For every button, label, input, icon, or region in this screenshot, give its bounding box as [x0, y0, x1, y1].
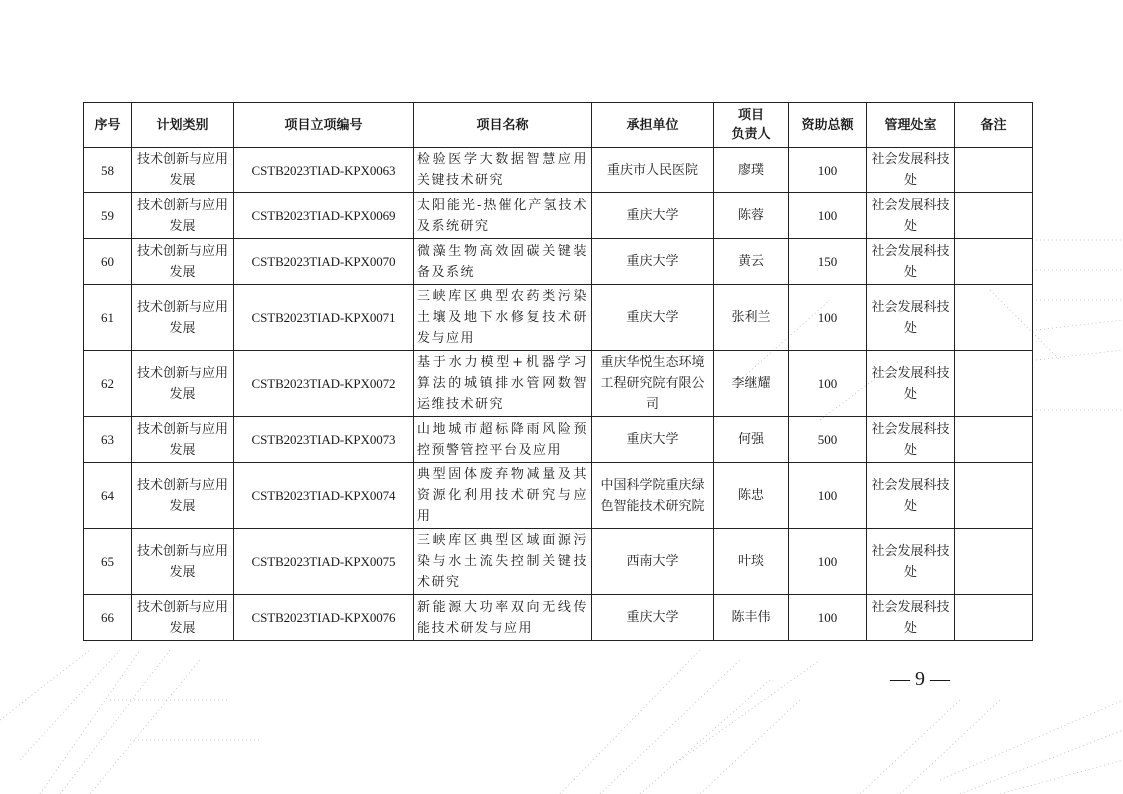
cell-name: 基于水力模型+机器学习算法的城镇排水管网数智运维技术研究	[414, 351, 592, 417]
cell-note	[955, 463, 1033, 529]
cell-seq: 66	[84, 595, 132, 641]
cell-name: 三峡库区典型农药类污染土壤及地下水修复技术研发与应用	[414, 285, 592, 351]
cell-code: CSTB2023TIAD-KPX0075	[234, 529, 414, 595]
cell-seq: 63	[84, 417, 132, 463]
cell-leader: 李继耀	[714, 351, 789, 417]
cell-note	[955, 351, 1033, 417]
header-leader: 项目 负责人	[714, 103, 789, 148]
header-dept: 管理处室	[867, 103, 955, 148]
cell-dept: 社会发展科技处	[867, 595, 955, 641]
cell-unit: 重庆大学	[592, 193, 714, 239]
cell-name: 典型固体废弃物减量及其资源化利用技术研究与应用	[414, 463, 592, 529]
header-code: 项目立项编号	[234, 103, 414, 148]
table-header-row	[84, 103, 1033, 148]
cell-unit: 重庆大学	[592, 285, 714, 351]
cell-code: CSTB2023TIAD-KPX0069	[234, 193, 414, 239]
cell-unit: 中国科学院重庆绿色智能技术研究院	[592, 463, 714, 529]
cell-name: 三峡库区典型区域面源污染与水土流失控制关键技术研究	[414, 529, 592, 595]
cell-unit: 重庆大学	[592, 595, 714, 641]
cell-unit: 重庆大学	[592, 239, 714, 285]
header-amount: 资助总额	[789, 103, 867, 148]
cell-category: 技术创新与应用发展	[132, 239, 234, 285]
cell-category: 技术创新与应用发展	[132, 463, 234, 529]
cell-leader: 陈蓉	[714, 193, 789, 239]
cell-leader: 陈忠	[714, 463, 789, 529]
cell-name: 微藻生物高效固碳关键装备及系统	[414, 239, 592, 285]
cell-name: 检验医学大数据智慧应用关键技术研究	[414, 148, 592, 193]
cell-category: 技术创新与应用发展	[132, 595, 234, 641]
header-seq: 序号	[84, 103, 132, 148]
cell-dept: 社会发展科技处	[867, 239, 955, 285]
cell-seq: 64	[84, 463, 132, 529]
cell-dept: 社会发展科技处	[867, 351, 955, 417]
cell-code: CSTB2023TIAD-KPX0076	[234, 595, 414, 641]
cell-category: 技术创新与应用发展	[132, 148, 234, 193]
cell-amount: 100	[789, 463, 867, 529]
cell-category: 技术创新与应用发展	[132, 529, 234, 595]
cell-unit: 西南大学	[592, 529, 714, 595]
cell-note	[955, 148, 1033, 193]
cell-amount: 100	[789, 529, 867, 595]
cell-dept: 社会发展科技处	[867, 529, 955, 595]
cell-code: CSTB2023TIAD-KPX0072	[234, 351, 414, 417]
cell-category: 技术创新与应用发展	[132, 193, 234, 239]
cell-leader: 张利兰	[714, 285, 789, 351]
cell-note	[955, 193, 1033, 239]
cell-dept: 社会发展科技处	[867, 285, 955, 351]
cell-name: 山地城市超标降雨风险预控预警管控平台及应用	[414, 417, 592, 463]
cell-amount: 100	[789, 193, 867, 239]
project-table	[83, 102, 1033, 641]
cell-seq: 59	[84, 193, 132, 239]
cell-amount: 500	[789, 417, 867, 463]
cell-dept: 社会发展科技处	[867, 417, 955, 463]
cell-amount: 100	[789, 595, 867, 641]
cell-leader: 何强	[714, 417, 789, 463]
cell-code: CSTB2023TIAD-KPX0073	[234, 417, 414, 463]
table-row	[84, 148, 1033, 193]
cell-amount: 100	[789, 351, 867, 417]
table-row	[84, 417, 1033, 463]
cell-name: 太阳能光-热催化产氢技术及系统研究	[414, 193, 592, 239]
cell-dept: 社会发展科技处	[867, 193, 955, 239]
cell-leader: 黄云	[714, 239, 789, 285]
cell-dept: 社会发展科技处	[867, 148, 955, 193]
header-unit: 承担单位	[592, 103, 714, 148]
cell-seq: 65	[84, 529, 132, 595]
cell-note	[955, 595, 1033, 641]
cell-note	[955, 529, 1033, 595]
cell-leader: 叶琰	[714, 529, 789, 595]
cell-amount: 100	[789, 148, 867, 193]
cell-unit: 重庆华悦生态环境工程研究院有限公司	[592, 351, 714, 417]
cell-seq: 58	[84, 148, 132, 193]
header-category: 计划类别	[132, 103, 234, 148]
cell-unit: 重庆市人民医院	[592, 148, 714, 193]
cell-code: CSTB2023TIAD-KPX0074	[234, 463, 414, 529]
cell-code: CSTB2023TIAD-KPX0063	[234, 148, 414, 193]
cell-category: 技术创新与应用发展	[132, 417, 234, 463]
cell-note	[955, 285, 1033, 351]
cell-amount: 100	[789, 285, 867, 351]
cell-amount: 150	[789, 239, 867, 285]
header-note: 备注	[955, 103, 1033, 148]
cell-unit: 重庆大学	[592, 417, 714, 463]
header-name: 项目名称	[414, 103, 592, 148]
cell-dept: 社会发展科技处	[867, 463, 955, 529]
cell-code: CSTB2023TIAD-KPX0071	[234, 285, 414, 351]
cell-category: 技术创新与应用发展	[132, 285, 234, 351]
cell-code: CSTB2023TIAD-KPX0070	[234, 239, 414, 285]
cell-note	[955, 239, 1033, 285]
page-number: — 9 —	[890, 668, 950, 690]
table-row	[84, 595, 1033, 641]
table-row	[84, 239, 1033, 285]
cell-leader: 廖璞	[714, 148, 789, 193]
table-row	[84, 285, 1033, 351]
cell-category: 技术创新与应用发展	[132, 351, 234, 417]
cell-seq: 61	[84, 285, 132, 351]
cell-name: 新能源大功率双向无线传能技术研发与应用	[414, 595, 592, 641]
table-row	[84, 193, 1033, 239]
cell-note	[955, 417, 1033, 463]
table-row	[84, 351, 1033, 417]
cell-seq: 60	[84, 239, 132, 285]
cell-leader: 陈丰伟	[714, 595, 789, 641]
cell-seq: 62	[84, 351, 132, 417]
table-row	[84, 463, 1033, 529]
table-row	[84, 529, 1033, 595]
